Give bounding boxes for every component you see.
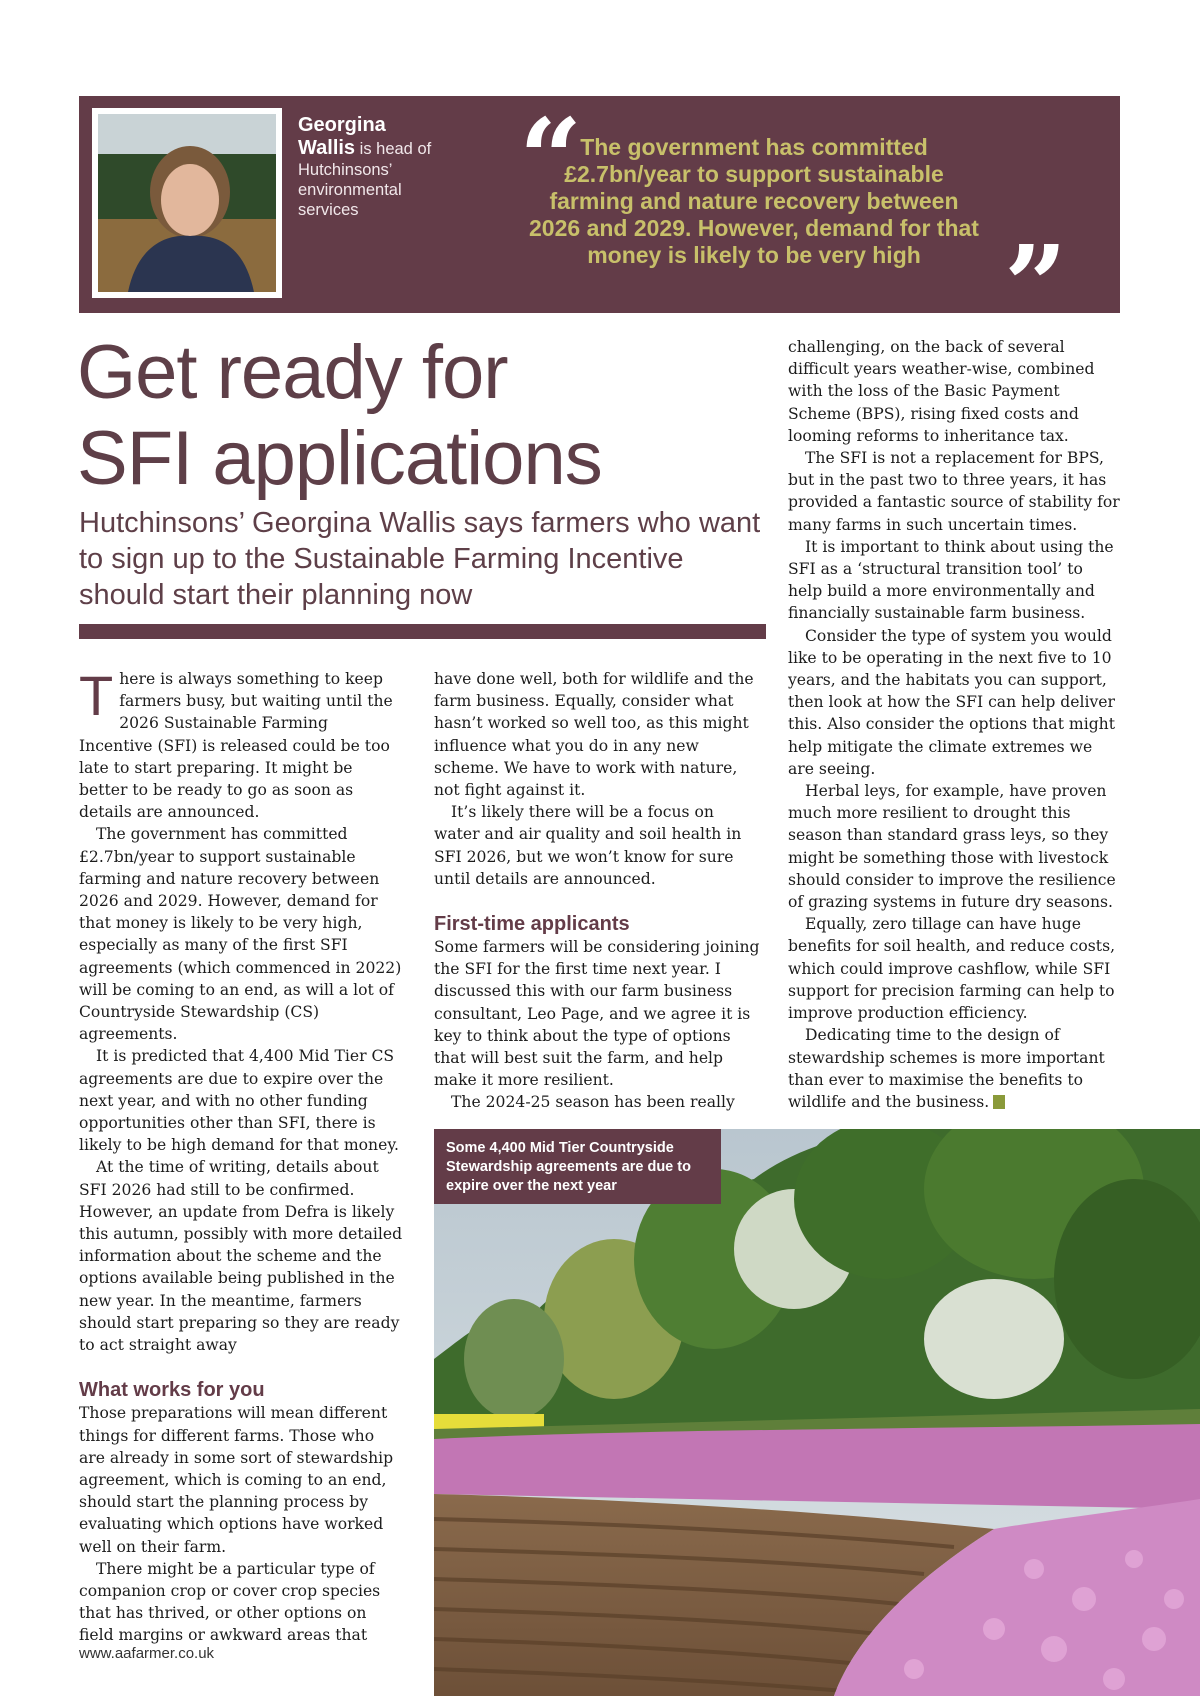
paragraph: Equally, zero tillage can have huge benefits for soil health, and reduce costs, which could improve cashflow, while SFI support for precision farming can help to improve production efficiency. <box>788 915 1116 1023</box>
open-quote-mark: “ <box>519 94 583 223</box>
author-banner <box>79 94 1120 350</box>
end-of-article-icon <box>993 1095 1005 1109</box>
paragraph-text: Dedicating time to the design of stewardship schemes is more important than ever to maximise the benefits to wildlife and the business. <box>788 1026 1105 1111</box>
field-landscape-image <box>434 1129 1200 1696</box>
field-photo <box>434 1129 1200 1696</box>
article-standfirst: Hutchinsons’ Georgina Wallis says farmers who want to sign up to the Sustainable Farming Incentive should start their planning now <box>79 507 761 611</box>
article-column-1 <box>79 664 405 1647</box>
author-photo <box>92 108 282 298</box>
author-bio <box>298 114 448 220</box>
paragraph: The SFI is not a replacement for BPS, but in the past two to three years, it has provided a fantastic source of stability for many farms in such uncertain times. <box>788 449 1120 534</box>
subheading-first-time: First-time applicants <box>434 913 630 936</box>
article-headline <box>77 330 777 502</box>
paragraph: challenging, on the back of several difficult years weather-wise, combined with the loss of the Basic Payment Scheme (BPS), rising fixed costs and looming reforms to inheritance tax. <box>788 338 1095 445</box>
article-column-2 <box>434 668 764 1114</box>
paragraph: have done well, both for wildlife and the farm business. Equally, consider what hasn’t worked so well too, as this might influence what you do in any new scheme. We have to work with nature, not fight against it. <box>434 670 754 800</box>
paragraph <box>79 664 405 823</box>
drop-cap: T <box>79 664 114 727</box>
article-column-3 <box>788 336 1120 1113</box>
paragraph: It is predicted that 4,400 Mid Tier CS agreements are due to expire over the next year, and with no other funding opportunities other than SFI, there is likely to be high demand for that money. <box>79 1047 400 1155</box>
paragraph: The 2024-25 season has been really <box>451 1093 735 1112</box>
paragraph: The government has committed £2.7bn/year to support sustainable farming and nature recovery between 2026 and 2029. However, demand for that money is likely to be very high, especially as many of the first SFI agreements (which commenced in 2022) will be coming to an end, as will a lot of Countryside Stewardship (CS) agreements. <box>79 825 402 1044</box>
divider-bar <box>79 624 766 639</box>
paragraph: Those preparations will mean different things for different farms. Those who are already in some sort of stewardship agreement, which is coming to an end, should start the planning process by evaluating which options have worked well on their farm. <box>79 1404 394 1556</box>
paragraph: It’s likely there will be a focus on water and air quality and soil health in SFI 2026, but we won’t know for sure until details are announced. <box>434 803 742 888</box>
paragraph: There might be a particular type of companion crop or cover crop species that has thrived, or other options on field margins or awkward areas that <box>79 1559 381 1645</box>
author-role: is head of Hutchinsons’ environmental services <box>298 140 432 219</box>
footer-url[interactable]: www.aafarmer.co.uk <box>79 1645 215 1662</box>
image-caption: Some 4,400 Mid Tier Countryside Stewardship agreements are due to expire over the next year <box>434 1129 721 1204</box>
author-portrait-image <box>98 114 276 292</box>
paragraph: Some farmers will be considering joining the SFI for the first time next year. I discussed this with our farm business consultant, Leo Page, and we agree it is key to think about the type of options that will best suit the farm, and help make it more resilient. <box>434 938 760 1090</box>
paragraph: It is important to think about using the SFI as a ‘structural transition tool’ to help build a more environmentally and financially sustainable farm business. <box>788 537 1114 623</box>
paragraph-text: here is always something to keep farmers busy, but waiting until the 2026 Sustainable Farming Incentive (SFI) is released could be too late to start preparing. It might be better to be ready to go as soon as details are announced. <box>79 670 393 822</box>
subheading-what-works: What works for you <box>79 1379 265 1402</box>
close-quote-mark: ” <box>1004 221 1068 350</box>
paragraph <box>788 1024 1120 1113</box>
headline-line-1: Get ready for <box>77 330 508 415</box>
headline-line-2: SFI applications <box>77 416 602 501</box>
paragraph: At the time of writing, details about SFI 2026 had still to be confirmed. However, an update from Defra is likely this autumn, possibly with more detailed information about the scheme and the options available being published in the new year. In the meantime, farmers should start preparing so they are ready to act straight away <box>79 1158 403 1355</box>
author-name: Georgina Wallis <box>298 114 386 159</box>
paragraph: Consider the type of system you would like to be operating in the next five to 10 years, and the habitats you can support, then look at how the SFI can help deliver this. Also consider the options that might help mitigate the climate extremes we are seeing. <box>788 626 1115 778</box>
pull-quote: The government has committed £2.7bn/year to support sustainable farming and nature recovery between 2026 and 2029. However, demand for that money is likely to be very high <box>529 134 979 268</box>
paragraph: Herbal leys, for example, have proven much more resilient to drought this season than standard grass leys, so they might be something those with livestock should consider to improve the resilience of grazing systems in future dry seasons. <box>788 782 1116 912</box>
